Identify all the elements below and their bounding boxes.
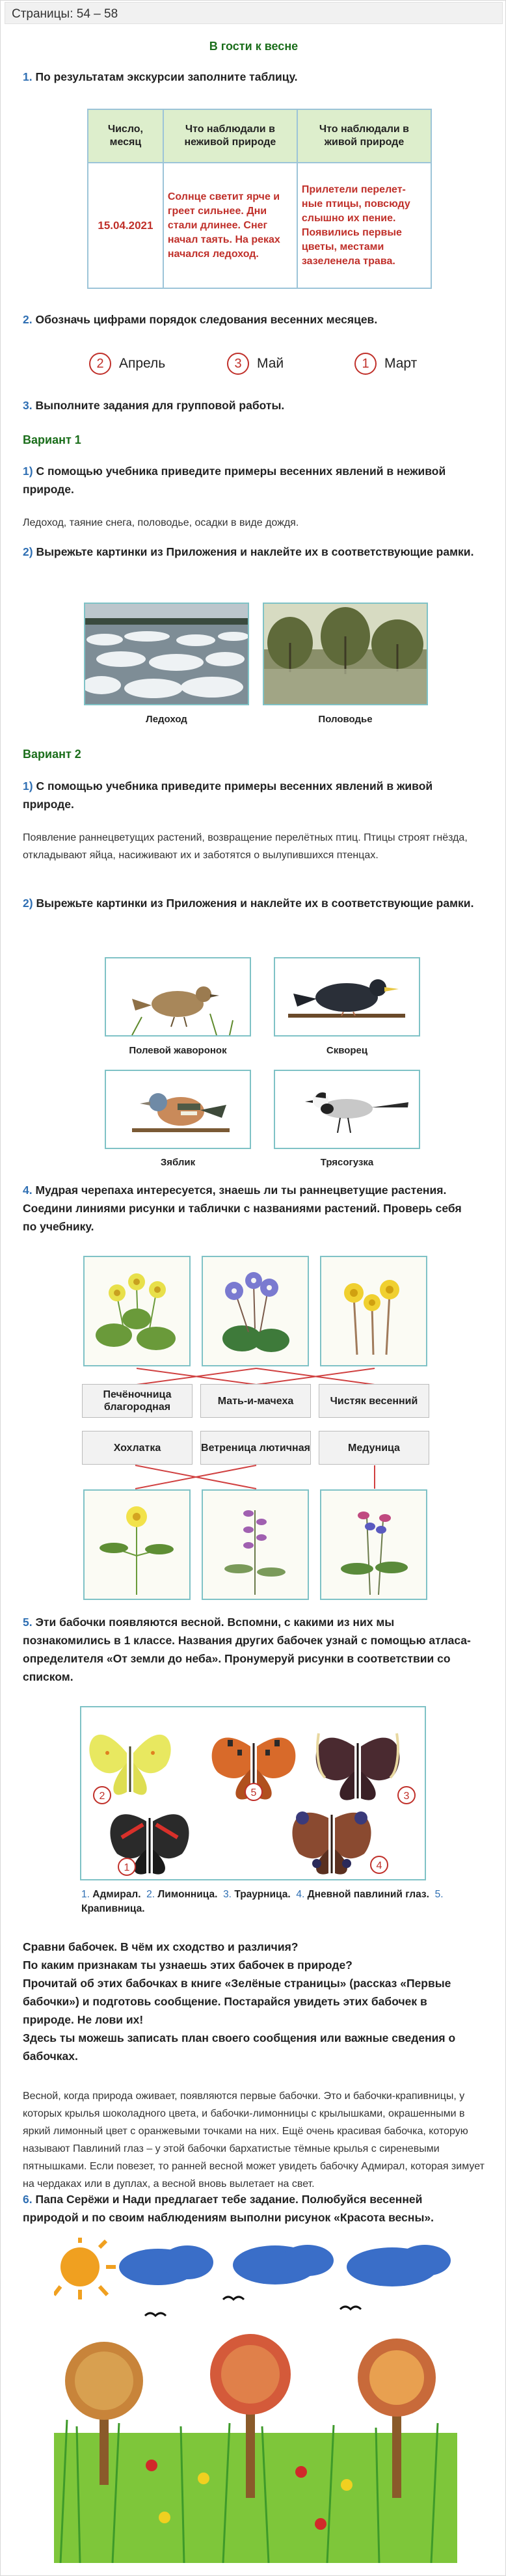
variant-1-title: Вариант 1 xyxy=(23,433,81,446)
plant-picture-hepatica xyxy=(202,1256,309,1366)
task-5-number: 5. xyxy=(23,1616,33,1629)
month-order-mark: 3 xyxy=(227,353,249,375)
task-6-text: Папа Серёжи и Нади предлагает тебе задание. Полюбуйся весенней природой и по своим наблюдениям выполни рисунок «Красота весны». xyxy=(23,2193,434,2224)
table-cell-living: Прилетели перелет-ные птицы, повсюду слышно их пение. Появились первые цветы, местами зазеленела трава. xyxy=(297,163,431,288)
task-4-text: Мудрая черепаха интересуется, знаешь ли ты раннецветущие растения. Соедини линиями рисунки и таблички с названиями растений. Проверь себя по учебнику. xyxy=(23,1184,462,1233)
table-header-nonliving: Что наблюдали в неживой природе xyxy=(163,109,297,163)
plant-label-wood-anemone: Ветреница лютичная xyxy=(200,1431,311,1465)
pages-range: Страницы: 54 – 58 xyxy=(5,2,503,24)
caption-starling: Скворец xyxy=(326,1045,368,1056)
plant-label-corydalis: Хохлатка xyxy=(82,1431,193,1465)
task-5-question-2: По каким признакам ты узнаешь этих бабочек в природе? xyxy=(23,1959,353,1972)
task-5-questions xyxy=(23,1938,478,2065)
ice-drift-picture xyxy=(84,603,249,705)
task-2-instruction xyxy=(23,310,478,329)
butterfly-peacock xyxy=(292,1811,371,1875)
chaffinch-picture xyxy=(105,1070,251,1149)
task-5-question-3: Прочитай об этих бабочках в книге «Зелёные страницы» (рассказ «Первые бабочки») и подготовь сообщение. Постарайся увидеть этих бабочек в природе. Не лови их! xyxy=(23,1977,451,2026)
table-header-date: Число, месяц xyxy=(88,109,163,163)
table-cell-nonliving: Солнце светит ярче и греет сильнее. Дни стали длинее. Снег начал таять. На реках начался ледоход. xyxy=(163,163,297,288)
task-1-number: 1. xyxy=(23,70,33,83)
task-5-question-1: Сравни бабочек. В чём их сходство и различия? xyxy=(23,1940,299,1953)
plant-label-lesser-celandine: Чистяк весенний xyxy=(319,1384,429,1418)
task-6-number: 6. xyxy=(23,2193,33,2206)
task-4-number: 4. xyxy=(23,1184,33,1197)
caption-wagtail: Трясогузка xyxy=(320,1157,374,1168)
caption-flood: Половодье xyxy=(318,714,373,725)
task-3-number: 3. xyxy=(23,399,33,412)
clouds-drawing xyxy=(119,2245,451,2286)
mark-brimstone: 2 xyxy=(99,1791,105,1802)
butterfly-list: 1. Адмирал. 2. Лимонница. 3. Траурница. 4. Дневной павлиний глаз. 5. Крапивница. xyxy=(81,1889,444,1914)
month-order-mark: 2 xyxy=(89,353,111,375)
variant-1-question-1: 1) С помощью учебника приведите примеры весенних явлений в неживой природе. xyxy=(23,465,446,496)
variant-2-answer-1: Появление раннецветущих растений, возвращение перелётных птиц. Птицы строят гнёзда, откладывают яйца, насиживают их и заботятся о вылупившихся птенцах. xyxy=(23,832,468,861)
skylark-picture xyxy=(105,957,251,1037)
variant-1-answer-1: Ледоход, таяние снега, половодье, осадки в виде дождя. xyxy=(23,517,299,528)
mark-mourning-cloak: 3 xyxy=(403,1791,410,1802)
butterfly-brimstone xyxy=(89,1735,170,1795)
plant-picture-liverwort xyxy=(83,1256,191,1366)
task-1-text: По результатам экскурсии заполните таблицу. xyxy=(35,70,298,83)
table-cell-date: 15.04.2021 xyxy=(88,163,163,288)
table-header-living: Что наблюдали в живой природе xyxy=(297,109,431,163)
task-2-text: Обозначь цифрами порядок следования весенних месяцев. xyxy=(35,313,378,326)
task-4-instruction xyxy=(23,1181,478,1236)
month-name: Май xyxy=(257,356,284,371)
plant-picture-anemone xyxy=(83,1489,191,1600)
wagtail-picture xyxy=(274,1070,420,1149)
variant-2-title: Вариант 2 xyxy=(23,748,81,761)
task-5-text: Эти бабочки появляются весной. Вспомни, с какими из них мы познакомились в 1 классе. Названия других бабочек узнай с помощью атласа-определителя «От земли до неба». Пронумеруй рисунки в соответствии со списком. xyxy=(23,1616,471,1683)
variant-1-question-2: 2) Вырежьте картинки из Приложения и наклейте их в соответствующие рамки. xyxy=(23,545,474,558)
caption-ice-drift: Ледоход xyxy=(146,714,187,725)
task-1-instruction xyxy=(23,68,478,86)
task-6-instruction xyxy=(23,2190,478,2227)
caption-skylark: Полевой жаворонок xyxy=(129,1045,227,1056)
month-order-mark: 1 xyxy=(354,353,377,375)
task-5-instruction xyxy=(23,1613,478,1686)
spring-drawing xyxy=(54,2238,457,2563)
variant-2-question-1: 1) С помощью учебника приведите примеры весенних явлений в живой природе. xyxy=(23,780,433,811)
month-march xyxy=(354,353,417,375)
observation-table xyxy=(87,109,432,289)
mark-red-admiral: 1 xyxy=(124,1862,130,1873)
plant-picture-lungwort xyxy=(320,1489,427,1600)
task-3-text: Выполните задания для групповой работы. xyxy=(35,399,285,412)
plant-picture-coltsfoot xyxy=(320,1256,427,1366)
task-5-question-4: Здесь ты можешь записать план своего сообщения или важные сведения о бабочках. xyxy=(23,2031,456,2063)
month-name: Март xyxy=(384,356,418,371)
section-title: В гости к весне xyxy=(209,40,299,53)
mark-peacock: 4 xyxy=(376,1860,382,1871)
month-may xyxy=(227,353,284,375)
task-3-instruction xyxy=(23,396,478,414)
butterfly-mourning-cloak xyxy=(316,1733,400,1800)
plant-label-lungwort: Медуница xyxy=(319,1431,429,1465)
plant-label-coltsfoot: Мать-и-мачеха xyxy=(200,1384,311,1418)
starling-picture xyxy=(274,957,420,1037)
flood-picture xyxy=(263,603,428,705)
mark-tortoiseshell: 5 xyxy=(250,1787,257,1798)
butterflies-picture xyxy=(80,1706,426,1880)
plant-picture-corydalis xyxy=(202,1489,309,1600)
month-name: Апрель xyxy=(119,356,166,371)
task-5-answer: Весной, когда природа оживает, появляются первые бабочки. Это и бабочки-крапивницы, у которых крылья шоколадного цвета, и бабочки-лимонницы с крылышками, окрашенными в яркий лимонный цвет с оранжевыми точками на них. Ещё очень красивая бабочка, которую называют Павлиний глаз – у этой бабочки бархатистые тёмные крылья с сиреневыми пятнышками. Если повезет, то ранней весной может увидеть бабочку Адмирал, которая зимует на чердаках или в дуплах, а весной вновь вылетает на свет. xyxy=(23,2091,485,2190)
task-2-number: 2. xyxy=(23,313,33,326)
plant-label-liverwort: Печёночница благородная xyxy=(82,1384,193,1418)
month-april xyxy=(89,353,165,375)
caption-chaffinch: Зяблик xyxy=(160,1157,196,1168)
variant-2-question-2: 2) Вырежьте картинки из Приложения и наклейте их в соответствующие рамки. xyxy=(23,897,474,910)
